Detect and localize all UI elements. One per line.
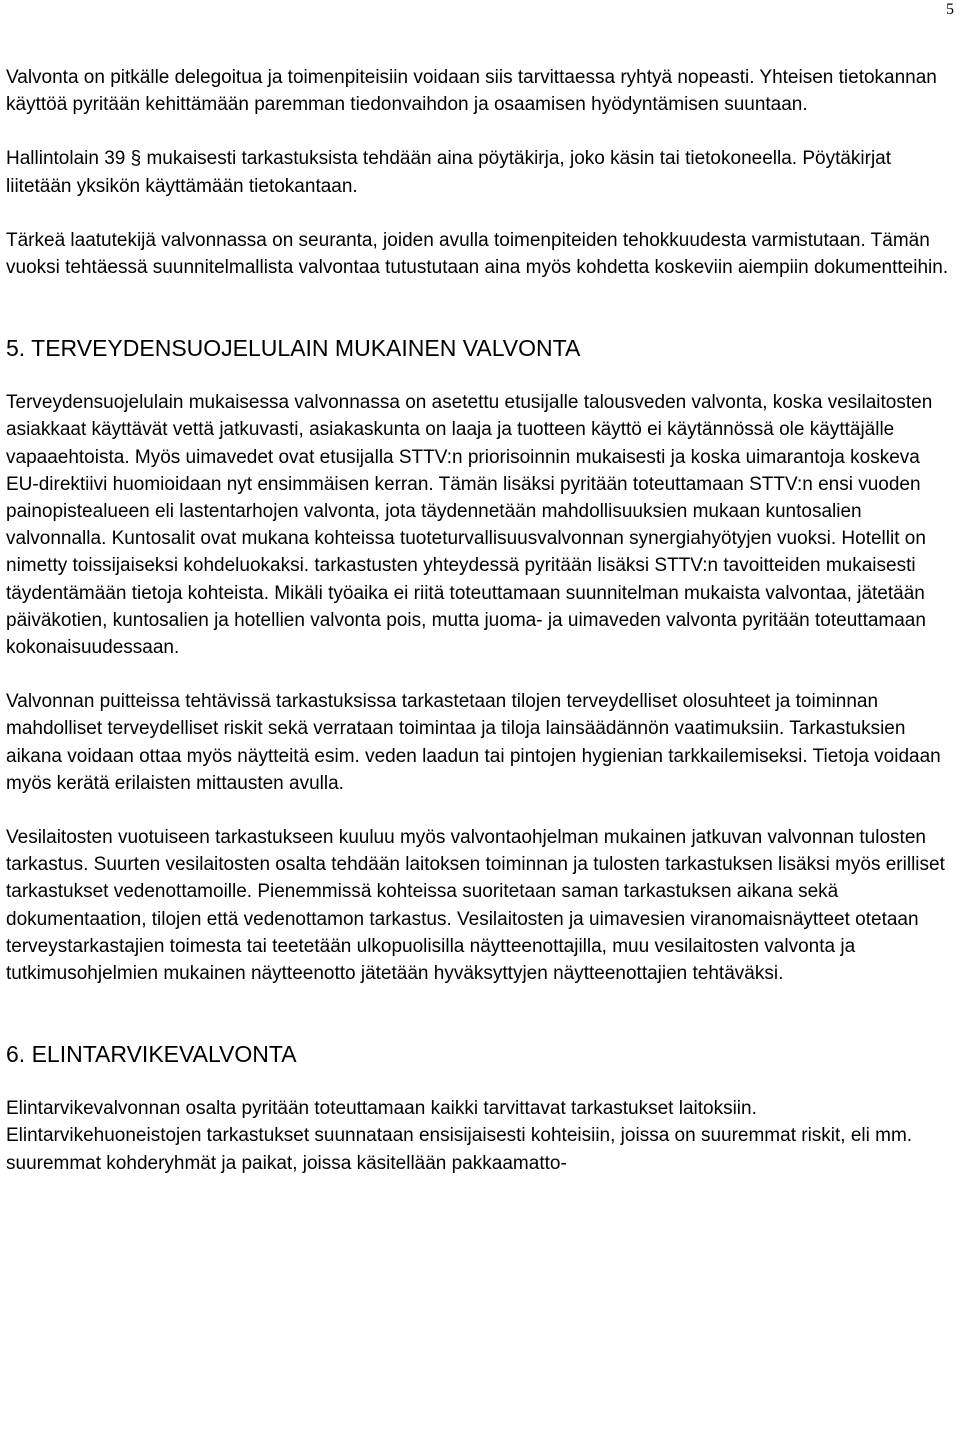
- paragraph: Vesilaitosten vuotuiseen tarkastukseen kuuluu myös valvontaohjelman mukainen jatkuvan valvonnan tulosten tarkastus. Suurten vesilaitosten osalta tehdään laitoksen toiminnan ja tulosten tarkastuksen lisäksi myös erilliset tarkastukset vedenottamoille. Pienemmissä kohteissa suoritetaan saman tarkastuksen aikana sekä dokumentaation, tilojen että vedenottamon tarkastus. Vesilaitosten ja uimavesien viranomaisnäytteet otetaan terveystarkastajien toimesta tai teetetään ulkopuolisilla näytteenottajilla, muu vesilaitosten valvonta ja tutkimusohjelmien mukainen näytteenotto jätetään hyväksyttyjen näytteenottajien tehtäväksi.: [6, 827, 945, 985]
- paragraph: Valvonnan puitteissa tehtävissä tarkastuksissa tarkastetaan tilojen terveydelliset olosuhteet ja toiminnan mahdolliset terveydelliset riskit sekä verrataan toimintaa ja tiloja lainsäädännön vaatimuksiin. Tarkastuksien aikana voidaan ottaa myös näytteitä esim. veden laadun tai pintojen hygienian tarkkailemiseksi. Tietoja voidaan myös kerätä erilaisten mittausten avulla.: [6, 691, 941, 794]
- paragraph: Terveydensuojelulain mukaisessa valvonnassa on asetettu etusijalle talousveden valvonta, koska vesilaitosten asiakkaat käyttävät vettä jatkuvasti, asiakaskunta on laaja ja tuotteen käyttö ei käytännössä ole käyttäjälle vapaaehtoista. Myös uimavedet ovat etusijalla STTV:n priorisoinnin mukaisesti ja koska uimarantoja koskeva EU-direktiivi huomioidaan nyt ensimmäisen kerran. Tämän lisäksi pyritään toteuttamaan STTV:n ensi vuoden painopistealueen eli lastentarhojen valvonta, jota täydennetään mahdollisuuksien mukaan kuntosalien valvonnalla. Kuntosalit ovat mukana kohteissa tuoteturvallisuusvalvonnan synergiahyötyjen vuoksi. Hotellit on nimetty toissijaiseksi kohdeluokaksi. tarkastusten yhteydessä pyritään lisäksi STTV:n tavoitteiden mukaisesti täydentämään tietoja kohteista. Mikäli työaika ei riitä toteuttamaan suunnitelman mukaista valvontaa, jätetään päiväkotien, kuntosalien ja hotellien valvonta pois, mutta juoma- ja uimaveden valvonta pyritään toteuttamaan kokonaisuudessaan.: [6, 392, 933, 659]
- paragraph: Valvonta on pitkälle delegoitua ja toimenpiteisiin voidaan siis tarvittaessa ryhtyä nopeasti. Yhteisen tietokannan käyttöä pyritään kehittämään paremman tiedonvaihdon ja osaamisen hyödyntämisen suuntaan.: [6, 67, 937, 116]
- paragraph: Hallintolain 39 § mukaisesti tarkastuksista tehdään aina pöytäkirja, joko käsin tai tietokoneella. Pöytäkirjat liitetään yksikön käyttämään tietokantaan.: [6, 148, 892, 197]
- section-heading: 5. TERVEYDENSUOJELULAIN MUKAINEN VALVONTA: [6, 335, 581, 362]
- section-heading: 6. ELINTARVIKEVALVONTA: [6, 1041, 297, 1068]
- page-number: 5: [946, 1, 954, 18]
- page-content: [6, 64, 952, 1177]
- paragraph: Tärkeä laatutekijä valvonnassa on seuranta, joiden avulla toimenpiteiden tehokkuudesta varmistutaan. Tämän vuoksi tehtäessä suunnitelmallista valvontaa tutustutaan aina myös kohdetta koskeviin aiempiin dokumentteihin.: [6, 229, 949, 279]
- paragraph: Elintarvikevalvonnan osalta pyritään toteuttamaan kaikki tarvittavat tarkastukset laitoksiin. Elintarvikehuoneistojen tarkastukset suunnataan ensisijaisesti kohteisiin, joissa on suuremmat riskit, eli mm. suuremmat kohderyhmät ja paikat, joissa käsitellään pakkaamatto-: [6, 1098, 913, 1174]
